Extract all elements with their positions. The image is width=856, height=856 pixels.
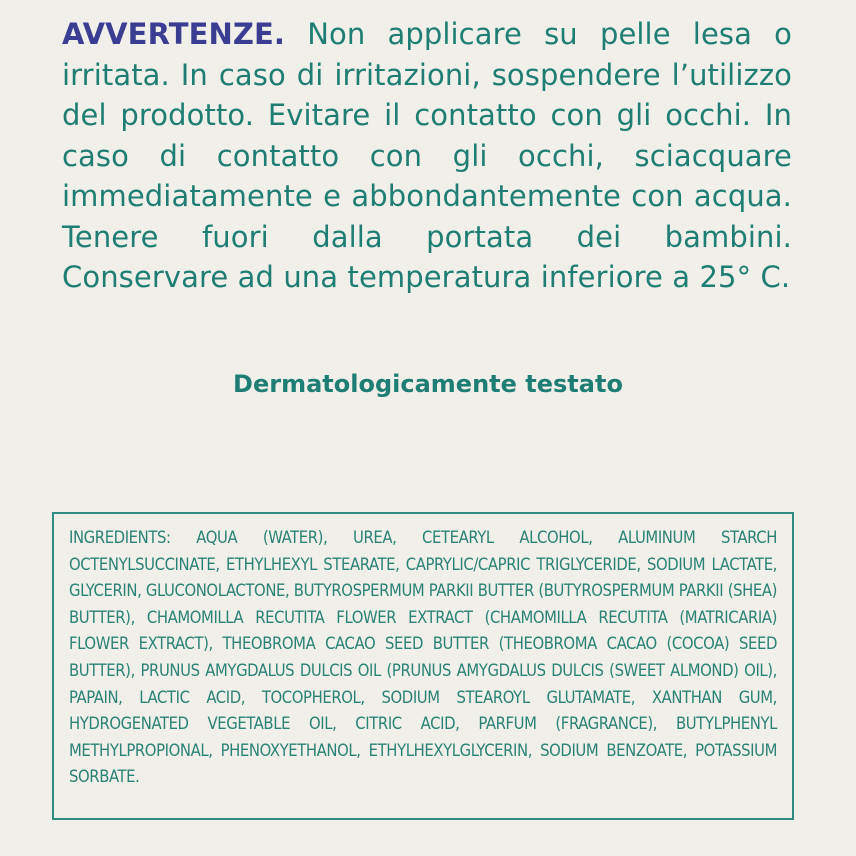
ingredients-box <box>52 512 794 820</box>
warnings-text: Non applicare su pelle lesa o irritata. In caso di irritazioni, sospendere l’utilizzo del prodotto. Evitare il contatto con gli occhi. In caso di contatto con gli occhi, sciacquare immediatamente e abbondantemente con acqua. Tenere fuori dalla portata dei bambini. Conservare ad una temperatura inferiore a 25° C. <box>62 17 792 294</box>
warnings-title: AVVERTENZE. <box>62 17 286 51</box>
warnings-paragraph <box>62 14 792 298</box>
dermatologically-tested-label: Dermatologicamente testato <box>233 370 623 398</box>
ingredients-text: INGREDIENTS: AQUA (WATER), UREA, CETEARYL ALCOHOL, ALUMINUM STARCH OCTENYLSUCCINATE, ETHYLHEXYL STEARATE, CAPRYLIC/CAPRIC TRIGLYCERIDE, SODIUM LACTATE, GLYCERIN, GLUCONOLACTONE, BUTYROSPERMUM PARKII BUTTER (BUTYROSPERMUM PARKII (SHEA) BUTTER), CHAMOMILLA RECUTITA FLOWER EXTRACT (CHAMOMILLA RECUTITA (MATRICARIA) FLOWER EXTRACT), THEOBROMA CACAO SEED BUTTER (THEOBROMA CACAO (COCOA) SEED BUTTER), PRUNUS AMYGDALUS DULCIS OIL (PRUNUS AMYGDALUS DULCIS (SWEET ALMOND) OIL), PAPAIN, LACTIC ACID, TOCOPHEROL, SODIUM STEAROYL GLUTAMATE, XANTHAN GUM, HYDROGENATED VEGETABLE OIL, CITRIC ACID, PARFUM (FRAGRANCE), BUTYLPHENYL METHYLPROPIONAL, PHENOXYETHANOL, ETHYLHEXYLGLYCERIN, SODIUM BENZOATE, POTASSIUM SORBATE. <box>69 528 777 787</box>
